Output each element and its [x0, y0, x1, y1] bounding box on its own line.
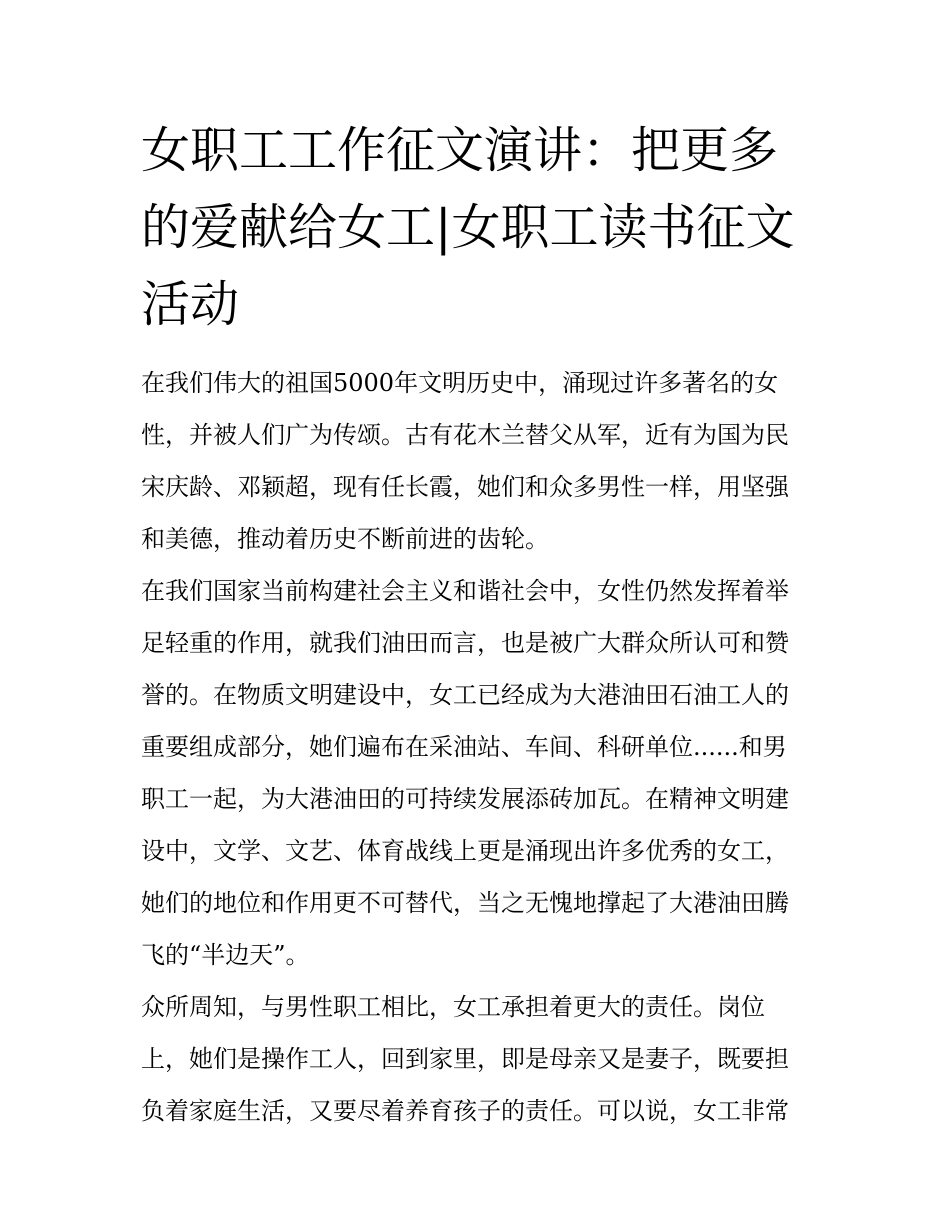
- text-line: 她们的地位和作用更不可替代，当之无愧地撑起了大港油田腾: [141, 889, 789, 917]
- text-line: 性，并被人们广为传颂。古有花木兰替父从军，近有为国为民: [141, 421, 789, 449]
- text-line: 誉的。在物质文明建设中，女工已经成为大港油田石油工人的: [141, 681, 789, 709]
- paragraph-2: [141, 565, 813, 981]
- text-line: 在我们国家当前构建社会主义和谐社会中，女性仍然发挥着举: [141, 577, 789, 605]
- text-line: 足轻重的作用，就我们油田而言，也是被广大群众所认可和赞: [141, 629, 789, 657]
- paragraph-3: [141, 981, 813, 1137]
- title-line: 活动: [141, 276, 240, 333]
- text-line: 负着家庭生活，又要尽着养育孩子的责任。可以说，女工非常: [141, 1097, 789, 1125]
- text-line: 职工一起，为大港油田的可持续发展添砖加瓦。在精神文明建: [141, 785, 789, 813]
- text-line: 众所周知，与男性职工相比，女工承担着更大的责任。岗位: [141, 993, 765, 1021]
- text-line: 上，她们是操作工人，回到家里，即是母亲又是妻子，既要担: [141, 1045, 789, 1073]
- text-line: 在我们伟大的祖国5000年文明历史中，涌现过许多著名的女: [141, 369, 779, 397]
- text-line: 重要组成部分，她们遍布在采油站、车间、科研单位......和男: [141, 733, 787, 761]
- paragraph-1: [141, 357, 813, 565]
- document-page: [141, 112, 813, 1137]
- title-line: 女职工工作征文演讲：把更多: [141, 122, 779, 179]
- title-line: 的爱献给女工|女职工读书征文: [141, 199, 795, 256]
- document-title: [141, 112, 813, 343]
- text-line: 宋庆龄、邓颖超，现有任长霞，她们和众多男性一样，用坚强: [141, 473, 789, 501]
- text-line: 设中，文学、文艺、体育战线上更是涌现出许多优秀的女工，: [141, 837, 789, 865]
- text-line: 飞的“半边天”。: [141, 941, 310, 969]
- text-line: 和美德，推动着历史不断前进的齿轮。: [141, 525, 549, 553]
